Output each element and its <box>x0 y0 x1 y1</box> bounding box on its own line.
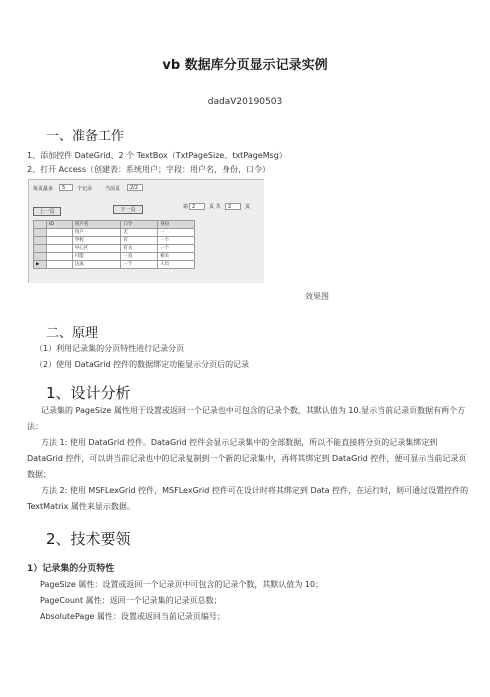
page-prefix: 第 <box>183 204 189 210</box>
grid-cell <box>47 253 73 261</box>
prev-page-button[interactable]: 上一页 <box>33 207 61 216</box>
row-selector[interactable] <box>34 245 47 253</box>
grid-cell: 一个 <box>121 261 158 269</box>
data-grid[interactable] <box>33 220 195 269</box>
section-heading-technique: 2、技术要领 <box>46 530 131 548</box>
grid-cell: 一个 <box>158 237 195 245</box>
section-heading-preparation: 一、准备工作 <box>46 129 125 144</box>
page-suffix: 页 <box>245 204 251 210</box>
page-number-box: 2 <box>189 203 205 210</box>
document-title: vb 数据库分页显示记录实例 <box>162 58 328 73</box>
row-selector-current[interactable] <box>34 261 47 269</box>
figure-caption: 效果图 <box>305 292 329 301</box>
grid-corner <box>34 221 47 229</box>
design-para-3: 方法 2: 使用 MSFLexGrid 控件，MSFLexGrid 控件可在设计时将其绑定到 Data 控件，在运行时，则可通过设置控件的 TextMatrix 属性来显示数据。 <box>27 486 469 511</box>
table-row[interactable] <box>34 253 195 261</box>
prep-step-1: 1、添加控件 DateGrid、2 个 TextBox（TxtPageSize、txtPageMsg） <box>27 151 287 160</box>
grid-header-cell: 口令 <box>121 221 158 229</box>
per-page-label: 每页最多 <box>33 186 54 192</box>
row-selector[interactable] <box>34 253 47 261</box>
per-page-unit: 个记录 <box>77 186 93 192</box>
grid-cell <box>47 229 73 237</box>
demo-screenshot <box>28 179 264 283</box>
table-row[interactable] <box>34 261 195 269</box>
grid-cell: 无 <box>121 229 158 237</box>
page-msg-input[interactable]: 2/2 <box>127 184 143 191</box>
grid-cell: 达成 <box>72 261 121 269</box>
next-page-button[interactable]: 下一页 <box>113 205 143 214</box>
grid-cell: 有关 <box>121 245 158 253</box>
grid-cell: 一直 <box>121 253 158 261</box>
table-row[interactable] <box>34 229 195 237</box>
grid-header-cell: 身份 <box>158 221 195 229</box>
page-size-input[interactable]: 5 <box>59 184 73 191</box>
table-row[interactable] <box>34 245 195 253</box>
principle-item-1: （1）利用记录集的分页特性进行记录分页 <box>35 344 185 353</box>
grid-cell <box>47 245 73 253</box>
design-para-1: 记录集的 PageSize 属性用于设置或返回一个记录也中可包含的记录个数，其默认值为 10.显示当前记录页数据有两个方法： <box>27 406 466 431</box>
grid-cell: 可能 <box>72 253 121 261</box>
technique-line-3: AbsolutePage 属性：设置或返回当前记录页编号； <box>40 612 225 621</box>
grid-cell: 相关 <box>158 253 195 261</box>
technique-subheading: 1）记录集的分页特性 <box>27 564 115 574</box>
design-para-2: 方法 1: 使用 DataGrid 控件。DataGrid 控件会显示记录集中的全部数据，所以不能直接将分页的记录集绑定到 DataGrid 控件，可以讲当前记录也中的记录复制到一个新的记录集中，再将其绑定到 DataGrid 控件，便可显示当前记录页数据； <box>27 438 467 479</box>
prep-step-2: 2、打开 Access（创建表：系统用户；字段：用户名，身份，口令） <box>27 165 271 174</box>
technique-line-2: PageCount 属性：返回一个记录集的记录页总数； <box>40 596 222 605</box>
row-selector[interactable] <box>34 229 47 237</box>
section-heading-principle: 二、原理 <box>46 326 99 341</box>
current-page-label: 当前页 <box>105 186 121 192</box>
grid-cell: 用户 <box>72 229 121 237</box>
grid-cell <box>47 261 73 269</box>
row-selector[interactable] <box>34 237 47 245</box>
grid-cell: 中心区 <box>72 245 121 253</box>
grid-cell: 一个 <box>158 245 195 253</box>
table-row[interactable] <box>34 237 195 245</box>
grid-cell: 学校 <box>72 237 121 245</box>
grid-cell: 一 <box>158 229 195 237</box>
grid-cell <box>47 237 73 245</box>
total-pages-box: 2 <box>225 203 241 210</box>
grid-header-cell: ID <box>47 221 73 229</box>
current-row-arrow-icon: ▶ <box>36 261 40 267</box>
grid-cell: 人员 <box>158 261 195 269</box>
grid-header-row <box>34 221 195 229</box>
technique-line-1: PageSize 属性：设置或返回一个记录页中可包含的记录个数，其默认值为 10； <box>40 580 324 589</box>
page-mid: 页 共 <box>209 204 221 210</box>
principle-item-2: （2）使用 DataGrid 控件的数据绑定功能显示分页后的记录 <box>35 360 250 369</box>
document-author: dadaV20190503 <box>207 97 283 107</box>
grid-cell: 有 <box>121 237 158 245</box>
section-heading-design: 1、设计分析 <box>46 384 131 402</box>
grid-header-cell: 用户名 <box>72 221 121 229</box>
